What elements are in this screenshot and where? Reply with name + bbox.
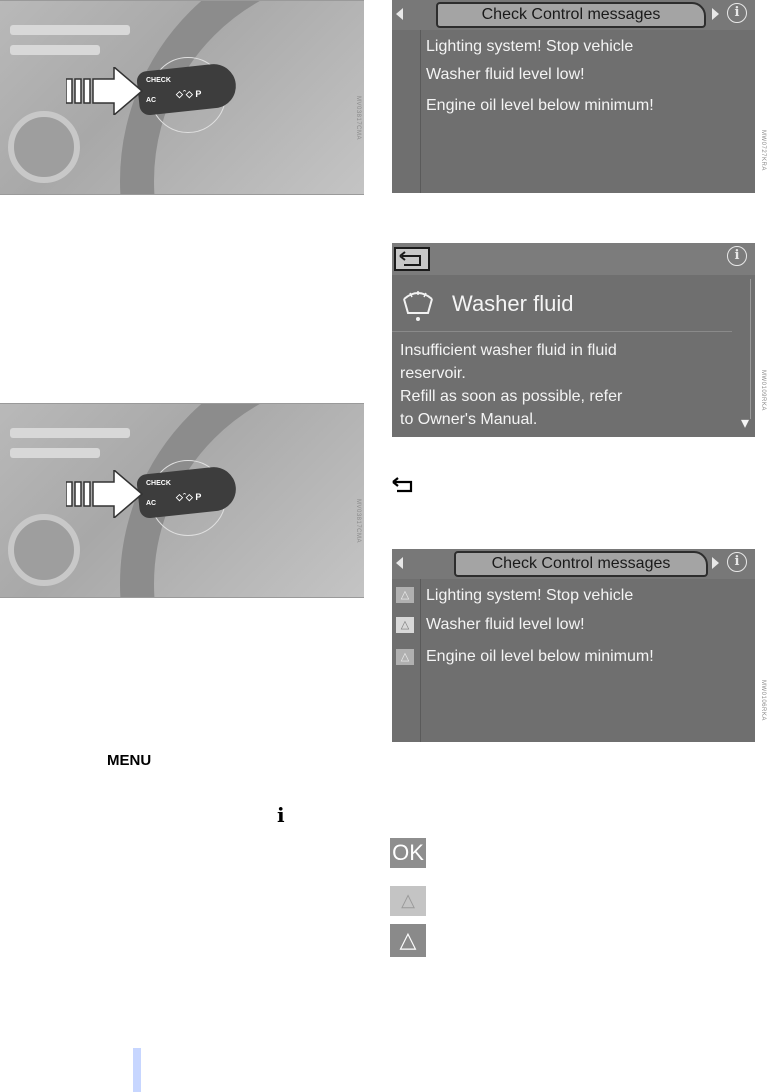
check-button-label: CHECK (146, 77, 171, 84)
detail-line: to Owner's Manual. (400, 411, 538, 428)
stalk-photo-top (0, 0, 364, 195)
washer-fluid-screen (392, 243, 755, 437)
dashboard-vent (10, 45, 100, 55)
ok-label: OK (392, 840, 424, 865)
screen-header (392, 243, 755, 275)
dashboard-knob (8, 111, 80, 183)
arrow-left-icon[interactable] (396, 8, 403, 20)
triangle-glyph: △ (401, 890, 415, 910)
dashboard-vent (10, 428, 130, 438)
stalk-controls-label: ◇ˆ◇ P (176, 492, 202, 502)
figure-code: MW0727KRA (760, 130, 766, 171)
warning-triangle-dark-icon (390, 924, 426, 957)
figure-code: MV03817CMA (355, 96, 361, 141)
tab-check-control[interactable]: Check Control messages (436, 2, 706, 28)
message-item[interactable]: Engine oil level below minimum! (426, 97, 654, 114)
washer-fluid-icon (398, 285, 438, 325)
warning-triangle-light-icon (390, 886, 426, 916)
message-item[interactable]: Lighting system! Stop vehicle (426, 587, 634, 604)
stalk-photo-bottom (0, 403, 364, 598)
scrollbar-track[interactable] (744, 279, 751, 419)
message-item[interactable]: Washer fluid level low! (426, 616, 585, 633)
figure-code: MW0106RKA (760, 680, 766, 721)
back-arrow-icon[interactable] (394, 247, 430, 271)
page-marker-bar (133, 1048, 141, 1092)
dashboard-vent (10, 448, 100, 458)
check-button-label: CHECK (146, 480, 171, 487)
figure-code: MV03817CMA (355, 499, 361, 544)
detail-body (400, 339, 622, 431)
detail-title: Washer fluid (452, 291, 574, 316)
triangle-glyph: △ (399, 927, 417, 952)
check-control-screen-2 (392, 549, 755, 742)
figure-code: MW0109RKA (760, 370, 766, 411)
menu-button-label: MENU (107, 752, 152, 769)
arrow-right-icon[interactable] (712, 8, 719, 20)
detail-line: Insufficient washer fluid in fluid (400, 342, 617, 359)
warning-triangle-icon: △ (396, 617, 414, 633)
detail-line: Refill as soon as possible, refer (400, 388, 623, 405)
check-control-screen-1 (392, 0, 755, 193)
ac-button-label: AC (146, 500, 157, 507)
stalk-controls-label: ◇ˆ◇ P (176, 89, 202, 99)
dashboard-vent (10, 25, 130, 35)
tab-check-control[interactable]: Check Control messages (454, 551, 708, 577)
arrow-right-icon[interactable] (712, 557, 719, 569)
ok-symbol (390, 838, 426, 868)
arrow-left-icon[interactable] (396, 557, 403, 569)
ac-button-label: AC (146, 97, 157, 104)
info-glyph: i (277, 803, 285, 827)
message-item[interactable]: Washer fluid level low! (426, 66, 585, 83)
message-item[interactable]: Lighting system! Stop vehicle (426, 38, 634, 55)
detail-line: reservoir. (400, 365, 466, 382)
back-arrow-icon (391, 477, 415, 495)
divider (420, 579, 421, 742)
dashboard-knob (8, 514, 80, 586)
message-item[interactable]: Engine oil level below minimum! (426, 648, 654, 665)
info-icon[interactable]: i (727, 552, 747, 572)
info-icon[interactable]: i (727, 246, 747, 266)
divider (420, 30, 421, 193)
title-row (392, 277, 732, 332)
press-arrow-icon (66, 67, 146, 115)
press-arrow-icon (66, 470, 146, 518)
warning-triangle-hatched-icon: △ (396, 649, 414, 665)
info-icon[interactable]: i (727, 3, 747, 23)
warning-triangle-hatched-icon: △ (396, 587, 414, 603)
scroll-down-icon[interactable]: ▾ (740, 415, 749, 432)
